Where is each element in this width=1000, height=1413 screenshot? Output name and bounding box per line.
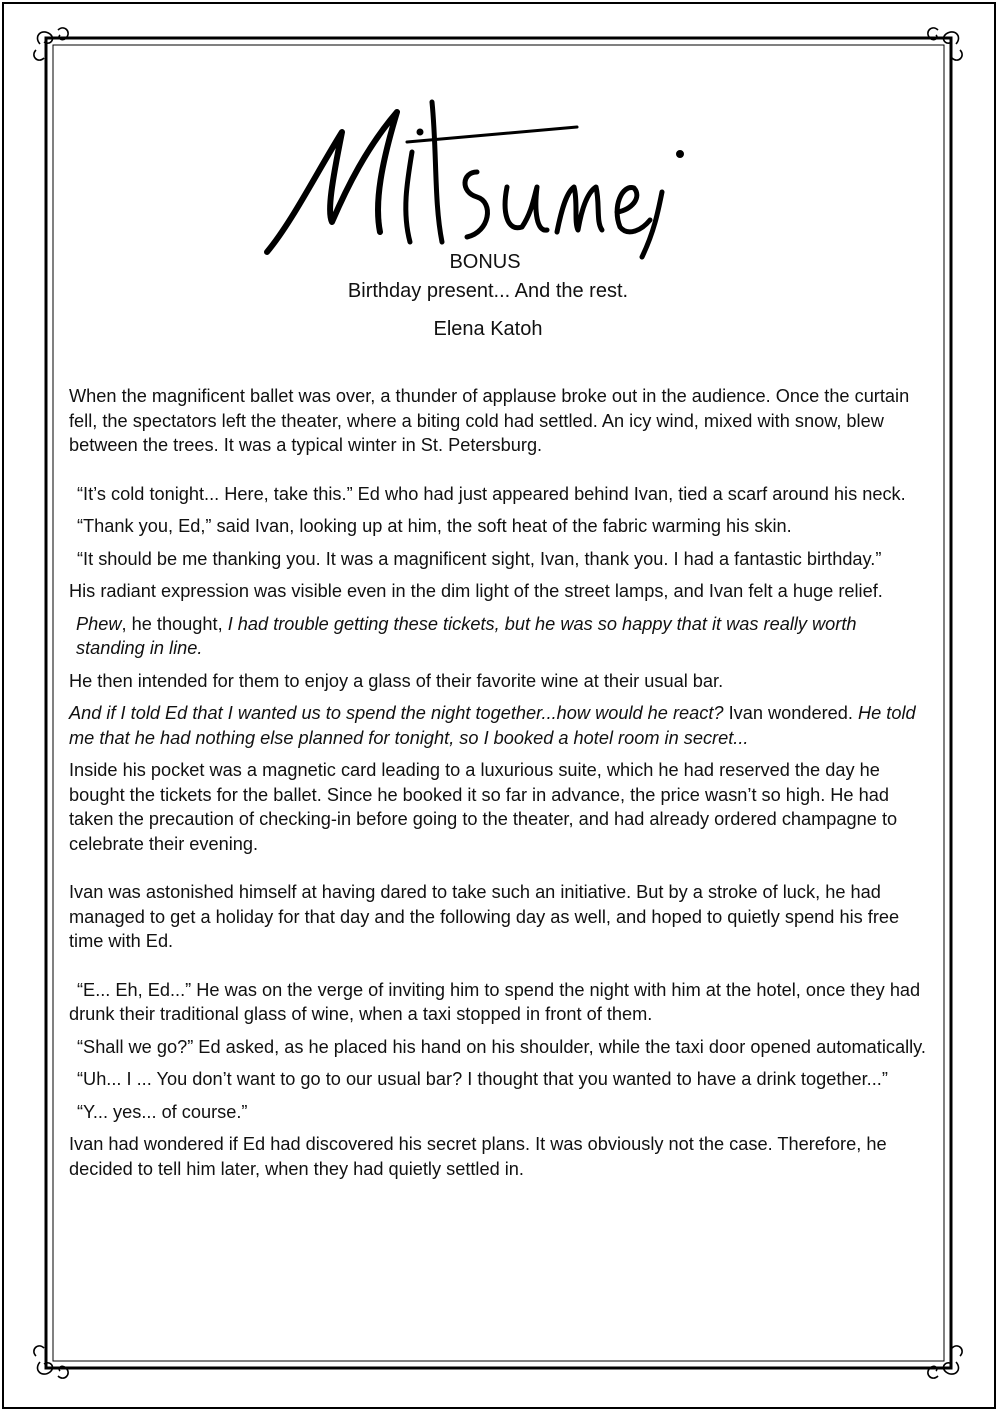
paragraph-text: “Y... yes... of course.”: [77, 1101, 248, 1122]
paragraph: [69, 1100, 929, 1125]
paragraph-text: Ivan had wondered if Ed had discovered his secret plans. It was obviously not the case. Therefore, he decided to tell him later, when they had quietly settled in.: [69, 1134, 887, 1179]
paragraph: [69, 1067, 929, 1092]
corner-flourish-bottom-left: [34, 1346, 68, 1378]
corner-flourish-top-right: [928, 28, 962, 60]
corner-flourish-top-left: [34, 28, 68, 60]
paragraph-text: Inside his pocket was a magnetic card leading to a luxurious suite, which he had reserved the day he bought the tickets for the ballet. Since he booked it so far in advance, the price wasn’t so high. He had taken the precaution of checking-in before going to the theater, and had already ordered champagne to celebrate their evening.: [69, 760, 898, 854]
author-name: Elena Katoh: [433, 318, 543, 340]
mitsumei-logo: [262, 92, 692, 262]
paragraph-text: Ivan wondered.: [723, 703, 858, 723]
paragraph: [69, 758, 929, 856]
story-body: [69, 384, 929, 1189]
paragraph: [69, 579, 929, 604]
paragraph: [69, 612, 929, 661]
italic-thought-text: Phew: [76, 613, 122, 634]
paragraph-text: , he thought,: [121, 613, 228, 634]
paragraph: [69, 384, 929, 458]
paragraph: [69, 1035, 929, 1060]
paragraph: [69, 880, 929, 954]
bonus-label: BONUS: [449, 251, 521, 273]
italic-thought-text: I had trouble getting these tickets, but he was so happy that it was really worth standing in line.: [76, 613, 857, 658]
paragraph: [69, 547, 929, 572]
paragraph-text: He then intended for them to enjoy a glass of their favorite wine at their usual bar.: [69, 670, 724, 691]
italic-thought-text: He told me that he had nothing else planned for tonight, so I booked a hotel room in secret...: [69, 703, 916, 748]
paragraph: [69, 978, 929, 1027]
paragraph-text: “E... Eh, Ed...” He was on the verge of inviting him to spend the night with him at the hotel, once they had drunk their traditional glass of wine, when a taxi stopped in front of them.: [69, 979, 921, 1024]
paragraph-text: “It should be me thanking you. It was a magnificent sight, Ivan, thank you. I had a fantastic birthday.”: [77, 548, 882, 569]
italic-thought-text: And if I told Ed that I wanted us to spend the night together...how would he react?: [69, 703, 724, 723]
paragraph: [69, 482, 929, 507]
paragraph-text: “Uh... I ... You don’t want to go to our usual bar? I thought that you wanted to have a drink together...”: [77, 1069, 888, 1089]
paragraph-text: Ivan was astonished himself at having dared to take such an initiative. But by a stroke of luck, he had managed to get a holiday for that day and the following day as well, and hoped to quietly spend his free time with Ed.: [69, 882, 900, 951]
paragraph: [69, 1132, 929, 1181]
paragraph: [69, 669, 929, 694]
paragraph-text: When the magnificent ballet was over, a thunder of applause broke out in the audience. Once the curtain fell, the spectators left the theater, where a biting cold had settled. An icy wind, mixed with snow, blew between the trees. It was a typical winter in St. Petersburg.: [69, 386, 910, 455]
paragraph-text: “It’s cold tonight... Here, take this.” Ed who had just appeared behind Ivan, tied a scarf around his neck.: [77, 483, 906, 504]
corner-flourish-bottom-right: [928, 1346, 962, 1378]
paragraph: [69, 514, 929, 539]
story-subtitle: Birthday present... And the rest.: [347, 280, 629, 302]
paragraph: [69, 701, 929, 750]
paragraph-text: “Shall we go?” Ed asked, as he placed his hand on his shoulder, while the taxi door opened automatically.: [77, 1036, 926, 1057]
paragraph-text: His radiant expression was visible even in the dim light of the street lamps, and Ivan felt a huge relief.: [69, 581, 883, 601]
paragraph-text: “Thank you, Ed,” said Ivan, looking up at him, the soft heat of the fabric warming his skin.: [77, 516, 792, 536]
